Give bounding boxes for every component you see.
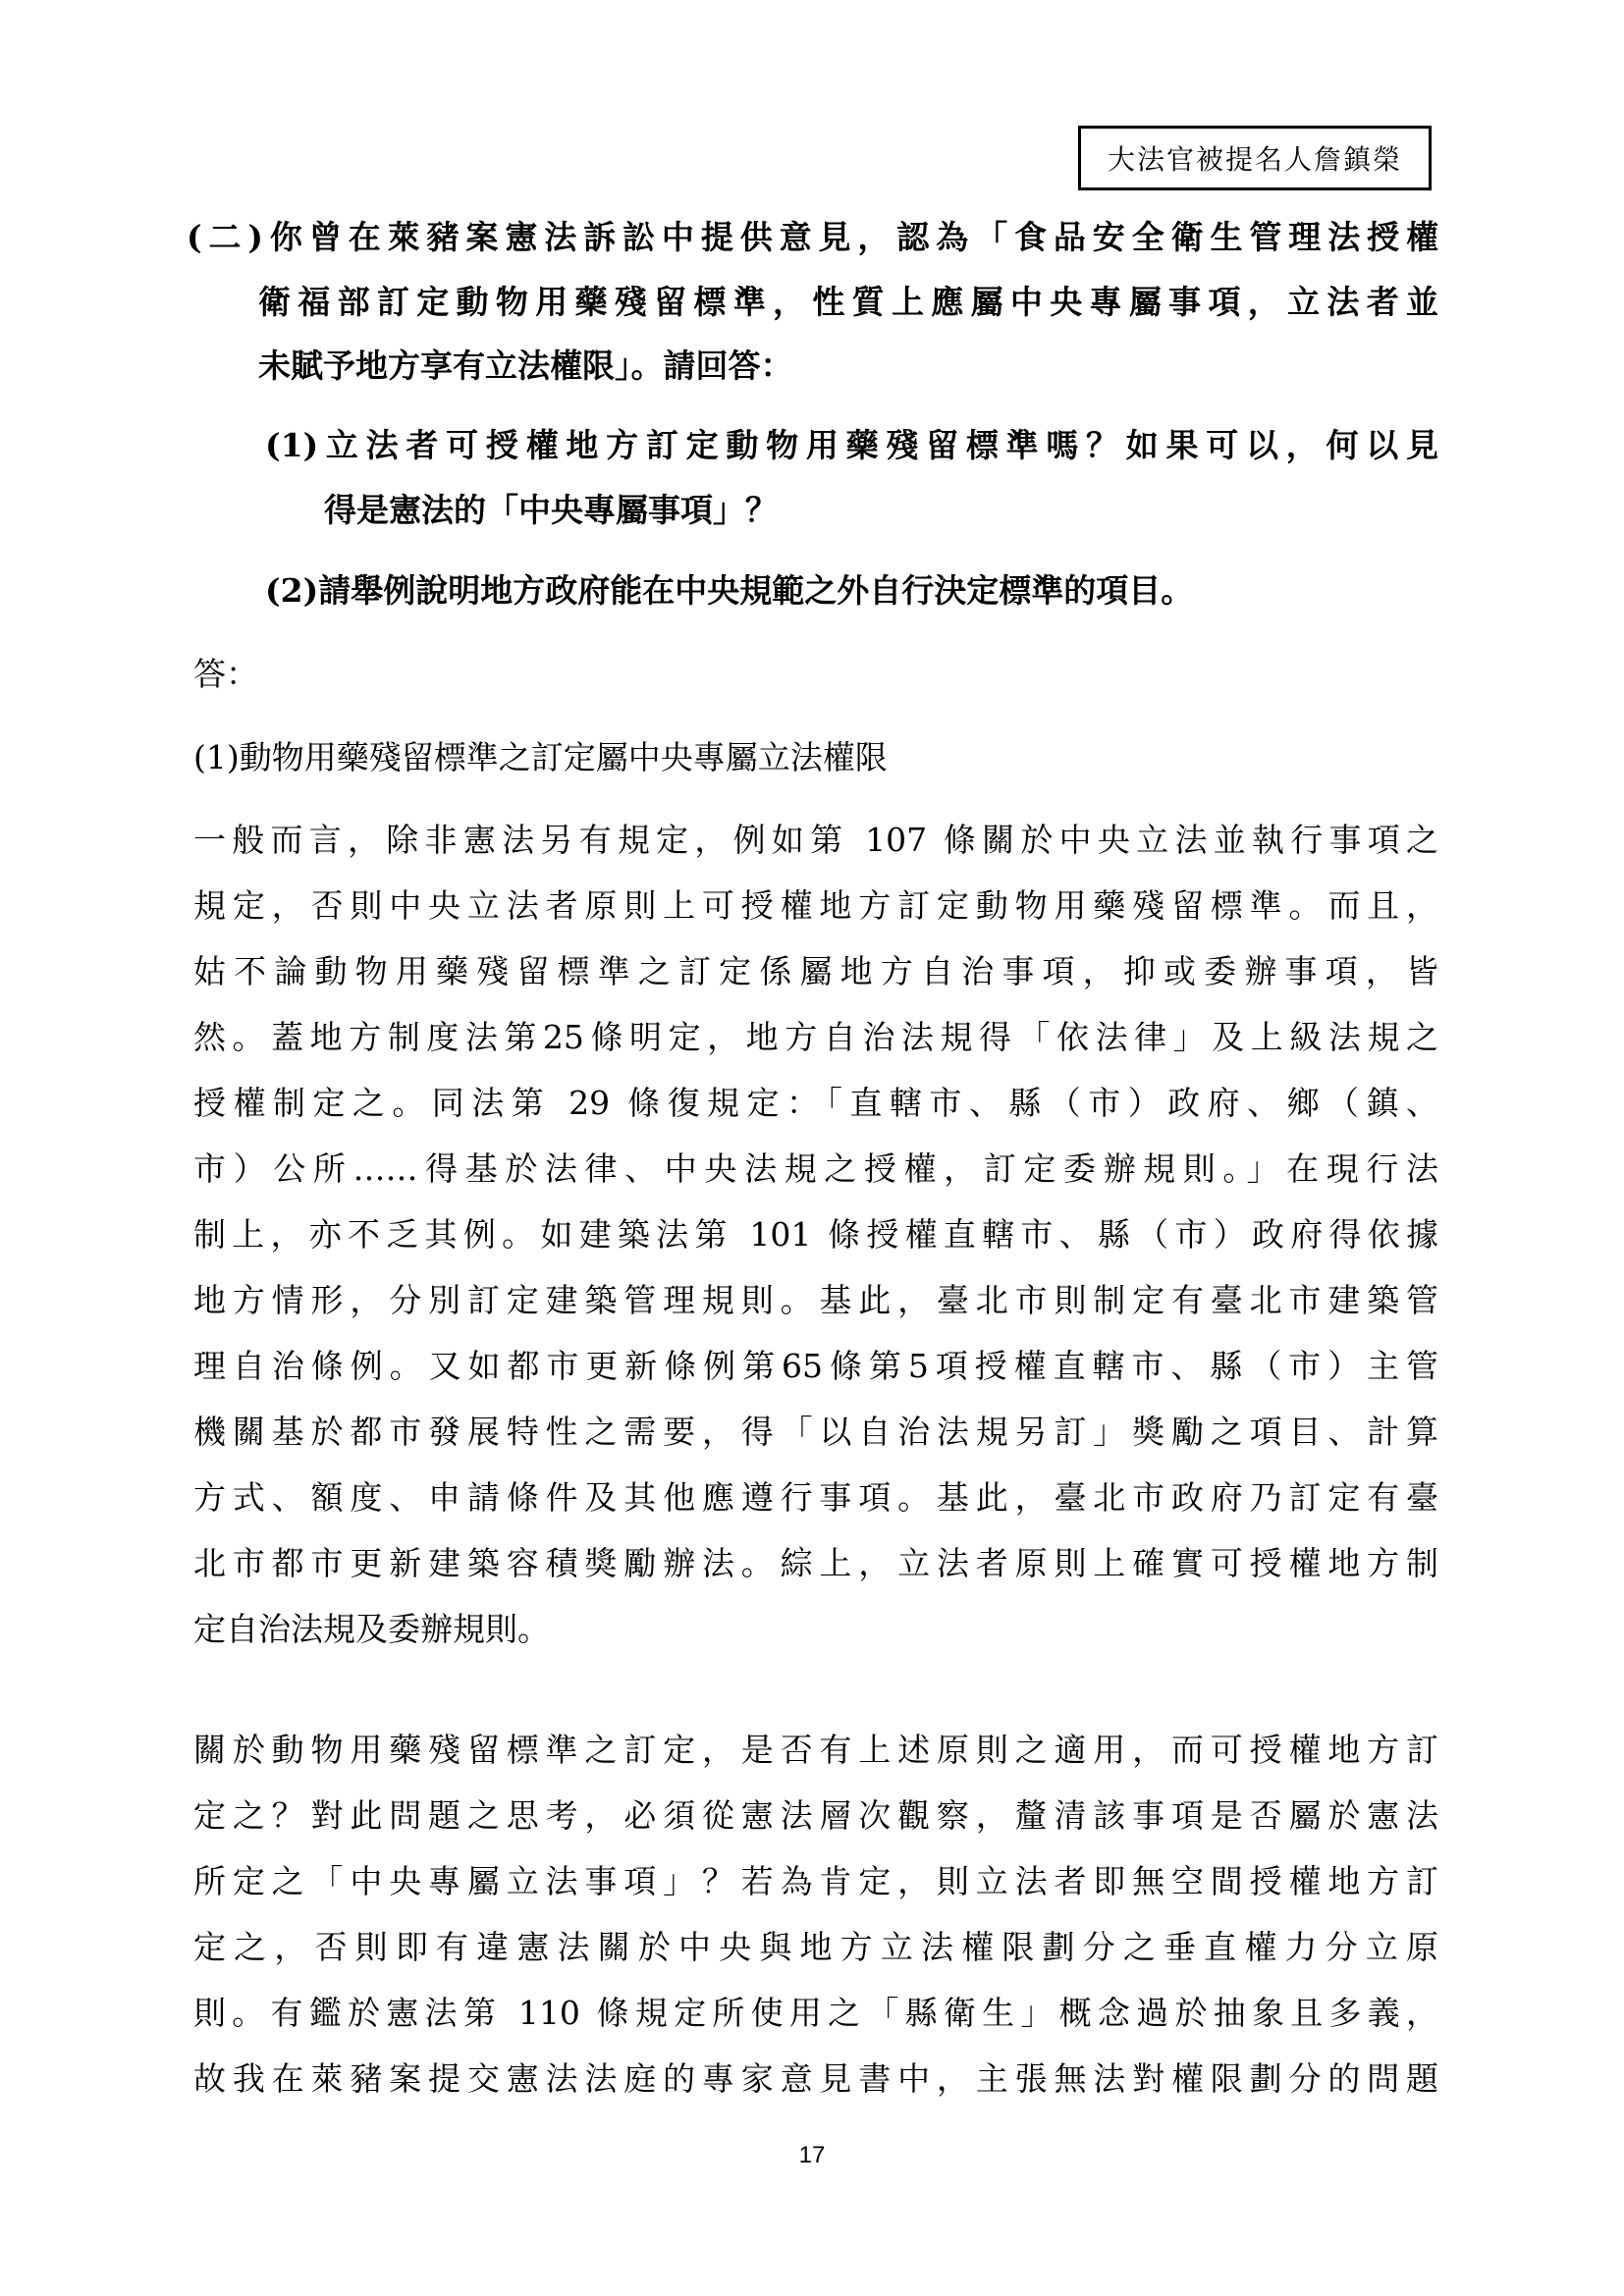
paragraph-line: 地方情形，分別訂定建築管理規則。基此，臺北市則制定有臺北市建築管 xyxy=(193,1281,1438,1319)
sub-question-2: (2)請舉例說明地方政府能在中央規範之外自行決定標準的項目。 xyxy=(265,571,1194,610)
question-line: (二)你曾在萊豬案憲法訴訟中提供意見，認為「食品安全衛生管理法授權 xyxy=(187,218,1438,256)
answer-heading: (1)動物用藥殘留標準之訂定屬中央專屬立法權限 xyxy=(193,738,888,776)
paragraph-line: 北市都市更新建築容積獎勵辦法。綜上，立法者原則上確實可授權地方制 xyxy=(193,1544,1438,1582)
paragraph-line: 市）公所……得基於法律、中央法規之授權，訂定委辦規則。」在現行法 xyxy=(193,1149,1438,1188)
answer-label: 答： xyxy=(193,655,258,693)
paragraph-line: 理自治條例。又如都市更新條例第65條第5項授權直轄市、縣（市）主管 xyxy=(193,1347,1438,1385)
paragraph-line: 授權制定之。同法第 29 條復規定：「直轄市、縣（市）政府、鄉（鎮、 xyxy=(193,1084,1438,1122)
paragraph-line: 方式、額度、申請條件及其他應遵行事項。基此，臺北市政府乃訂定有臺 xyxy=(193,1478,1438,1517)
paragraph-line: 故我在萊豬案提交憲法法庭的專家意見書中，主張無法對權限劃分的問題 xyxy=(193,2059,1438,2098)
paragraph-line: 關於動物用藥殘留標準之訂定，是否有上述原則之適用，而可授權地方訂 xyxy=(193,1731,1438,1769)
sub-question-1-line: (1)立法者可授權地方訂定動物用藥殘留標準嗎？如果可以，何以見 xyxy=(265,426,1438,464)
paragraph-line: 定自治法規及委辦規則。 xyxy=(193,1610,550,1648)
sub-question-1-line: 得是憲法的「中央專屬事項」？ xyxy=(324,491,778,529)
paragraph-line: 姑不論動物用藥殘留標準之訂定係屬地方自治事項，抑或委辦事項，皆 xyxy=(193,952,1438,990)
paragraph-line: 機關基於都市發展特性之需要，得「以自治法規另訂」獎勵之項目、計算 xyxy=(193,1413,1438,1451)
paragraph-line: 然。蓋地方制度法第25條明定，地方自治法規得「依法律」及上級法規之 xyxy=(193,1018,1438,1056)
paragraph-line: 定之，否則即有違憲法關於中央與地方立法權限劃分之垂直權力分立原 xyxy=(193,1928,1438,1966)
paragraph-line: 所定之「中央專屬立法事項」？若為肯定，則立法者即無空間授權地方訂 xyxy=(193,1862,1438,1900)
paragraph-line: 定之？對此問題之思考，必須從憲法層次觀察，釐清該事項是否屬於憲法 xyxy=(193,1796,1438,1835)
paragraph-line: 一般而言，除非憲法另有規定，例如第 107 條關於中央立法並執行事項之 xyxy=(193,821,1438,859)
question-line: 衛福部訂定動物用藥殘留標準，性質上應屬中央專屬事項，立法者並 xyxy=(258,283,1438,321)
question-line: 未賦予地方享有立法權限」。請回答： xyxy=(258,347,793,385)
nominee-label: 大法官被提名人詹鎮榮 xyxy=(1107,143,1402,176)
paragraph-line: 規定，否則中央立法者原則上可授權地方訂定動物用藥殘留標準。而且， xyxy=(193,886,1438,925)
nominee-header-box xyxy=(1078,126,1432,190)
paragraph-line: 制上，亦不乏其例。如建築法第 101 條授權直轄市、縣（市）政府得依據 xyxy=(193,1215,1438,1254)
paragraph-line: 則。有鑑於憲法第 110 條規定所使用之「縣衛生」概念過於抽象且多義， xyxy=(193,1994,1438,2032)
page-number: 17 xyxy=(798,2142,826,2168)
